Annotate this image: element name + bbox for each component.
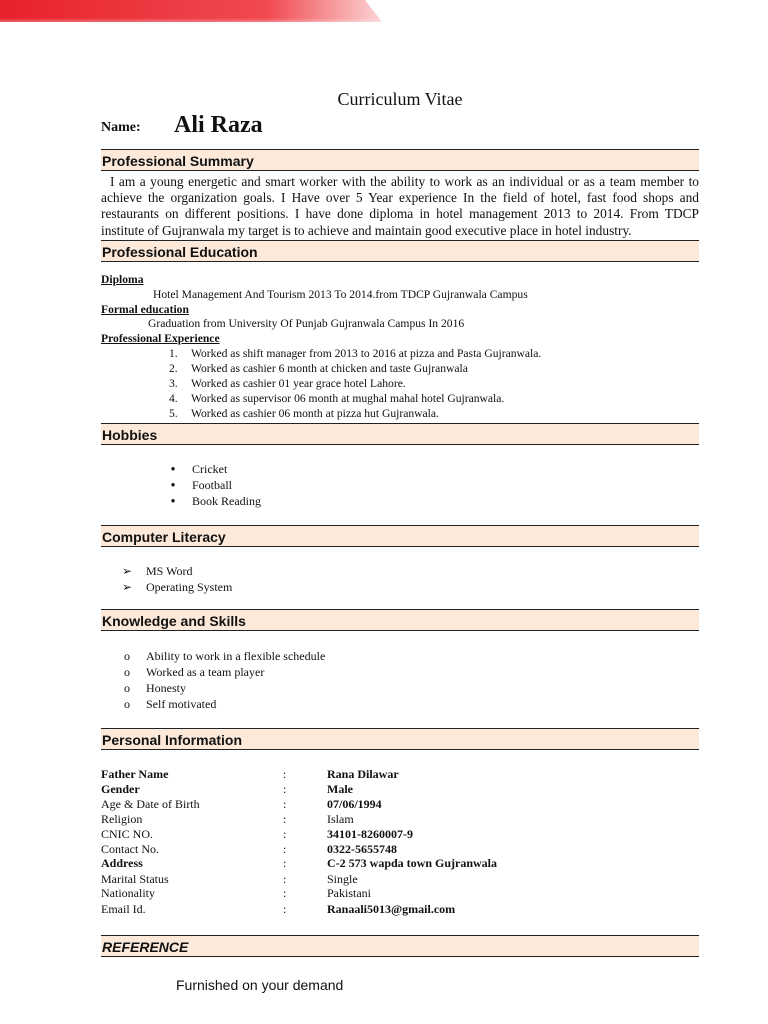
- circle-bullet-icon: o: [124, 665, 130, 679]
- section-header-summary: Professional Summary: [101, 149, 699, 171]
- circle-bullet-icon: o: [124, 681, 130, 695]
- experience-label: Professional Experience: [101, 332, 220, 345]
- list-item: 4. Worked as supervisor 06 month at mughal mahal hotel Gujranwala.: [169, 392, 505, 405]
- religion-label: Religion: [101, 812, 143, 826]
- marital-status-value: Single: [327, 872, 358, 886]
- section-header-personal-info: Personal Information: [101, 728, 699, 750]
- nationality-value: Pakistani: [327, 886, 371, 900]
- gender-label: Gender: [101, 782, 140, 796]
- list-item: 5. Worked as cashier 06 month at pizza hut Gujranwala.: [169, 407, 439, 420]
- diploma-text: Hotel Management And Tourism 2013 To 2014.from TDCP Gujranwala Campus: [153, 288, 528, 301]
- email-value: Ranaali5013@gmail.com: [327, 902, 456, 916]
- address-value: C-2 573 wapda town Gujranwala: [327, 856, 498, 870]
- section-header-hobbies: Hobbies: [101, 423, 699, 445]
- list-item: 3. Worked as cashier 01 year grace hotel Lahore.: [169, 377, 406, 390]
- computer-literacy-list: [121, 563, 233, 595]
- candidate-name: Ali Raza: [174, 112, 263, 138]
- circle-bullet-icon: o: [124, 697, 130, 711]
- list-item: 2. Worked as cashier 6 month at chicken and taste Gujranwala: [169, 362, 468, 375]
- personal-info-row: Age & Date of Birth : 07/06/1994: [101, 797, 382, 811]
- diploma-label: Diploma: [101, 273, 144, 286]
- hobbies-list: [170, 461, 261, 509]
- section-header-reference: REFERENCE: [101, 935, 699, 957]
- dob-label: Age & Date of Birth: [101, 797, 200, 811]
- bullet-icon: ●: [170, 464, 176, 473]
- personal-info-row: Gender : Male: [101, 782, 353, 796]
- personal-info-row: Contact No. : 0322-5655748: [101, 842, 397, 856]
- formal-education-label: Formal education: [101, 303, 189, 316]
- summary-text-body: I am a young energetic and smart worker with the ability to work as an individual or as a team member to achieve the organization goals. I Have over 5 Year experience In the field of hotel, fast food shops and restaurants on different positions. I have done diploma in hotel management 2013 to 2014. From TDCP institute of Gujranwala my target is to achieve and maintain good executive place in hotel industry.: [101, 174, 699, 238]
- personal-info-row: Marital Status : Single: [101, 872, 358, 886]
- personal-info-row: Email Id. : Ranaali5013@gmail.com: [101, 902, 456, 916]
- list-item: ➢ Operating System: [121, 580, 233, 594]
- address-label: Address: [101, 856, 143, 870]
- document-title: Curriculum Vitae: [337, 89, 463, 109]
- summary-text: [101, 174, 699, 239]
- cnic-value: 34101-8260007-9: [327, 827, 413, 841]
- section-header-education: Professional Education: [101, 240, 699, 262]
- personal-info-row: CNIC NO. : 34101-8260007-9: [101, 827, 413, 841]
- email-label: Email Id.: [101, 902, 146, 916]
- circle-bullet-icon: o: [124, 649, 130, 663]
- skills-list: [124, 648, 326, 712]
- marital-status-label: Marital Status: [101, 872, 169, 886]
- father-name-label: Father Name: [101, 767, 169, 781]
- reference-text: Furnished on your demand: [176, 977, 344, 993]
- personal-info-row: Religion : Islam: [101, 812, 354, 826]
- personal-info-row: Father Name : Rana Dilawar: [101, 767, 399, 781]
- list-item: o Honesty: [146, 680, 325, 696]
- father-name-value: Rana Dilawar: [327, 767, 399, 781]
- formal-education-text: Graduation from University Of Punjab Gujranwala Campus In 2016: [148, 317, 465, 330]
- list-item: ● Cricket: [192, 461, 261, 477]
- contact-value: 0322-5655748: [327, 842, 397, 856]
- experience-list: [169, 346, 541, 421]
- arrow-bullet-icon: ➢: [121, 580, 133, 594]
- list-item: o Self motivated: [146, 696, 325, 712]
- nationality-label: Nationality: [101, 886, 155, 900]
- gender-value: Male: [327, 782, 353, 796]
- name-label: Name:: [101, 120, 141, 135]
- bullet-icon: ●: [170, 496, 176, 505]
- cnic-label: CNIC NO.: [101, 827, 154, 841]
- red-banner-decoration: [0, 0, 390, 28]
- contact-label: Contact No.: [101, 842, 159, 856]
- arrow-bullet-icon: ➢: [121, 564, 133, 578]
- religion-value: Islam: [327, 812, 354, 826]
- list-item: ➢ MS Word: [121, 564, 193, 578]
- section-header-skills: Knowledge and Skills: [101, 609, 699, 631]
- list-item: ● Book Reading: [192, 493, 261, 509]
- personal-info-row: Address : C-2 573 wapda town Gujranwala: [101, 856, 498, 870]
- list-item: ● Football: [192, 477, 261, 493]
- list-item: o Worked as a team player: [146, 664, 325, 680]
- section-header-computer-literacy: Computer Literacy: [101, 525, 699, 547]
- personal-info-row: Nationality : Pakistani: [101, 886, 371, 900]
- list-item: 1. Worked as shift manager from 2013 to 2016 at pizza and Pasta Gujranwala.: [169, 347, 542, 360]
- bullet-icon: ●: [170, 480, 176, 489]
- dob-value: 07/06/1994: [327, 797, 382, 811]
- list-item: o Ability to work in a flexible schedule: [146, 648, 325, 664]
